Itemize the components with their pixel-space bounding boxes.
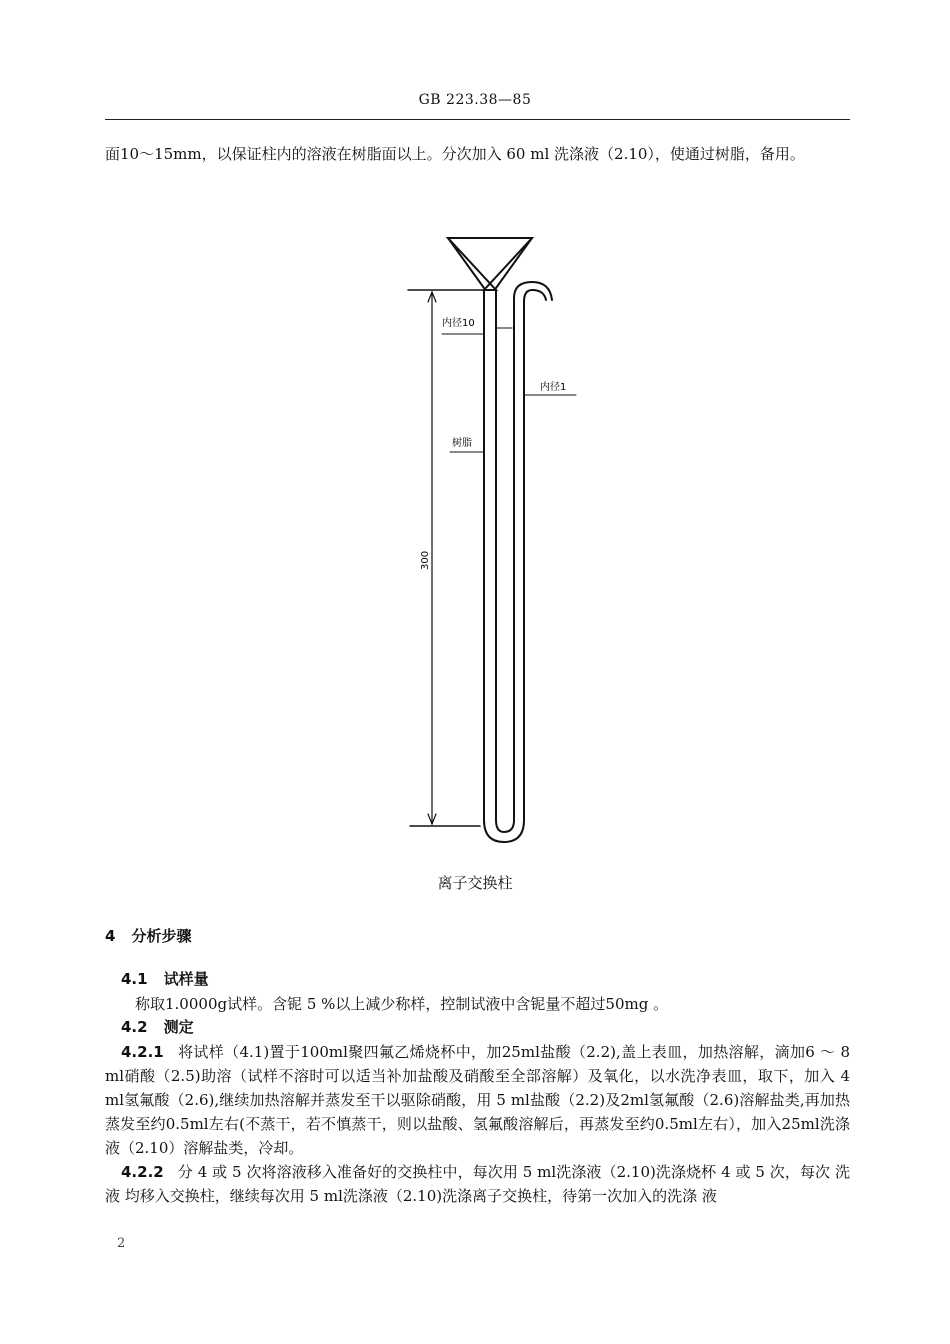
- section-4-title: 分析步骤: [131, 927, 192, 945]
- label-inner-diameter-10: 内径10: [442, 318, 475, 329]
- section-4-1-number: 4.1: [121, 970, 148, 988]
- funnel-shape: [448, 238, 532, 290]
- label-inner-diameter-1: 内径1: [540, 382, 567, 393]
- section-4-2-2-text: 分 4 或 5 次将溶液移入准备好的交换柱中，每次用 5 ml洗涤液（2.10)洗涤烧杯 4 或 5 次，每次 洗 液 均移入交换柱，继续每次用 5 ml洗涤液（2.10)洗涤离子交换柱，待第一次加入的洗涤 液: [105, 1163, 850, 1205]
- figure-caption: 离子交换柱: [437, 874, 513, 892]
- section-4-2-title: 测定: [163, 1018, 194, 1036]
- section-4-2-2-number: 4.2.2: [121, 1163, 164, 1181]
- page-header-standard-number: GB 223.38—85: [418, 92, 532, 108]
- label-length-300: 300: [420, 550, 431, 570]
- section-4-number: 4: [105, 927, 116, 945]
- section-4-1-title: 试样量: [163, 970, 209, 988]
- section-4-2-heading: [121, 1016, 194, 1037]
- section-4-2-2-paragraph: [105, 1160, 850, 1208]
- label-resin: 树脂: [452, 438, 472, 449]
- page-number: 2: [117, 1236, 126, 1251]
- section-4-1-text: 称取1.0000g试样。含铌 5 %以上减少称样，控制试液中含铌量不超过50mg 。: [135, 995, 669, 1013]
- intro-paragraph: 面10～15mm，以保证柱内的溶液在树脂面以上。分次加入 60 ml 洗涤液（2.10），使通过树脂，备用。: [105, 145, 805, 163]
- section-4-2-1-paragraph: [105, 1040, 850, 1160]
- section-4-2-number: 4.2: [121, 1018, 148, 1036]
- section-4-2-1-number: 4.2.1: [121, 1043, 164, 1061]
- section-4-2-1-text: 将试样（4.1)置于100ml聚四氟乙烯烧杯中，加25ml盐酸（2.2),盖上表皿，加热溶解，滴加6 ～ 8 ml硝酸（2.5)助溶（试样不溶时可以适当补加盐酸及硝酸至全部溶解）及氧化，以水洗净表皿，取下，加入 4 ml氢氟酸（2.6),继续加热溶解并蒸发至干以驱除硝酸，用 5 ml盐酸（2.2)及2ml氢氟酸（2.6)溶解盐类,再加热蒸发至约0.5ml左右(不蒸干，若不慎蒸干，则以盐酸、氢氟酸溶解后，再蒸发至约0.5ml左右），加入25ml洗涤液（2.10）溶解盐类，冷却。: [105, 1043, 850, 1157]
- ion-exchange-column-diagram: [380, 230, 600, 850]
- section-4-1-heading: [121, 968, 209, 989]
- section-4-heading: [105, 925, 191, 946]
- header-divider: [105, 119, 850, 120]
